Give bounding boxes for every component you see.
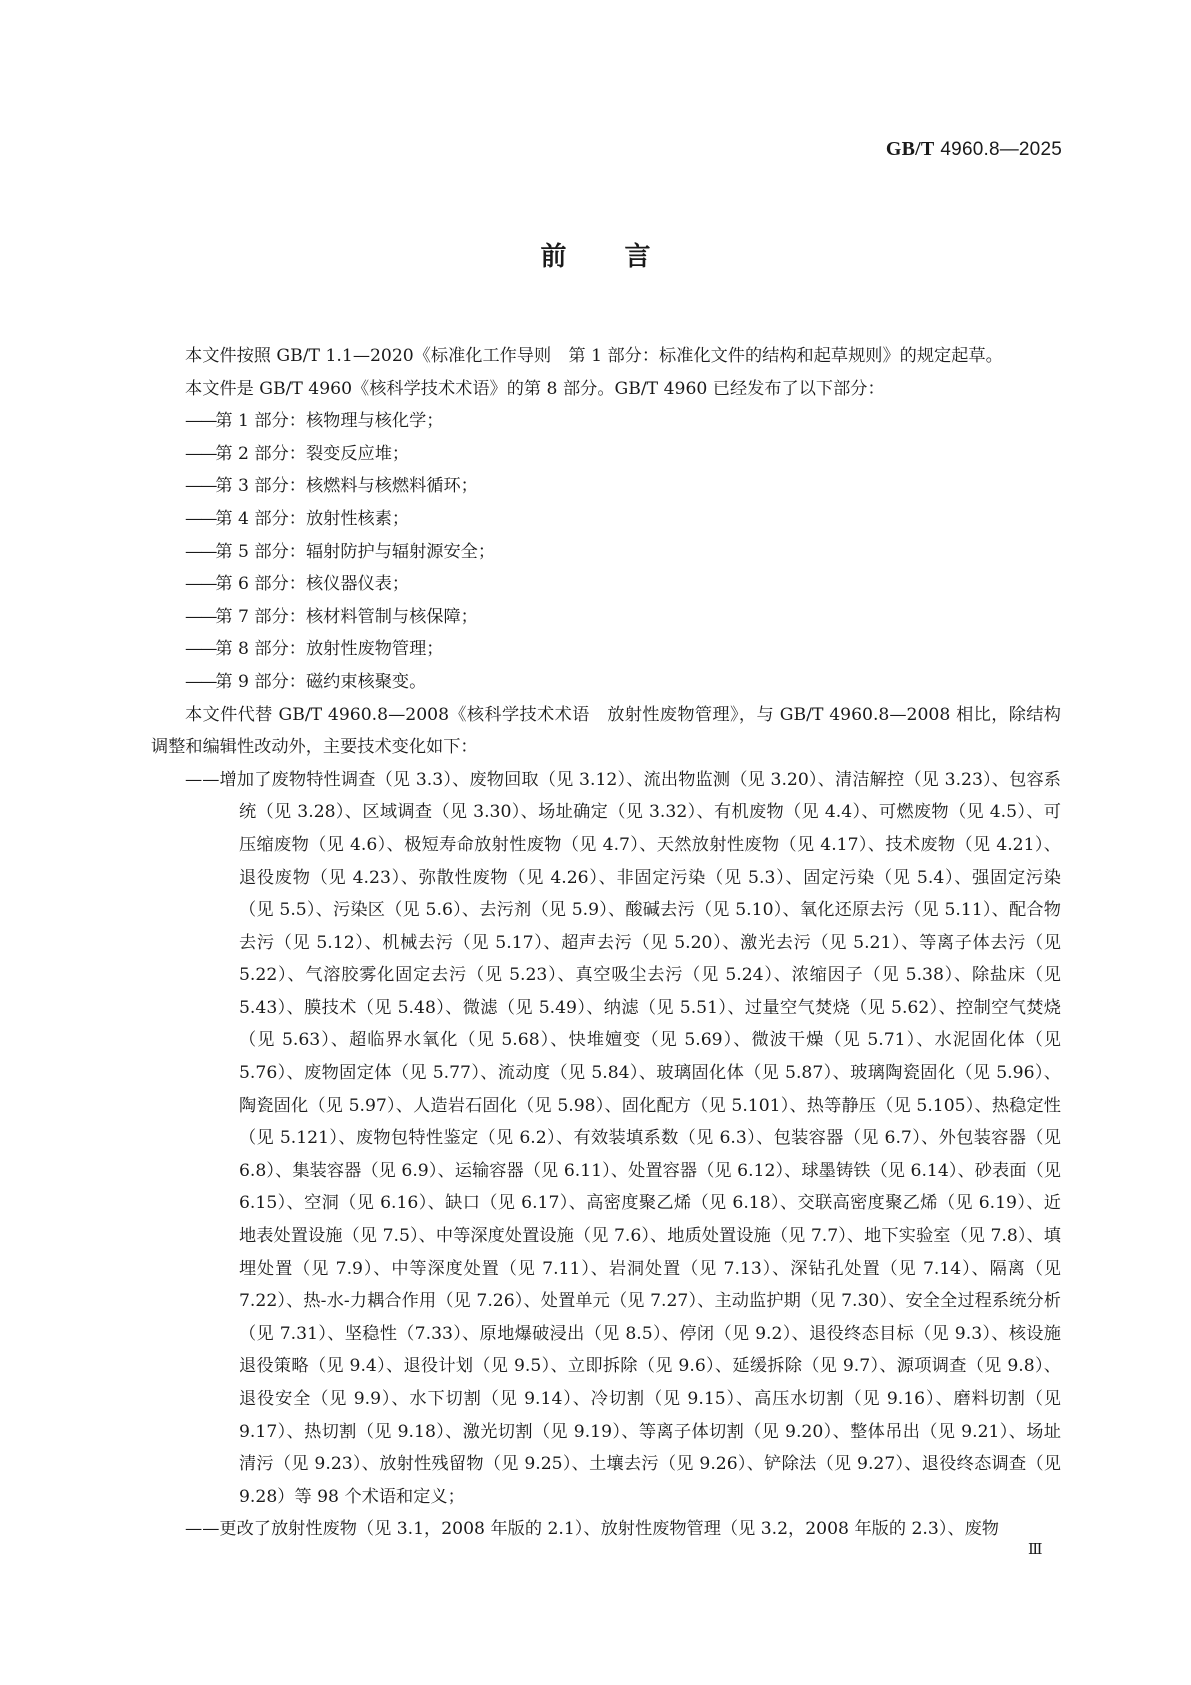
document-body <box>151 340 1061 1546</box>
list-item: ——第 1 部分：核物理与核化学； <box>185 411 444 432</box>
list-item: ——第 6 部分：核仪器仪表； <box>185 574 410 595</box>
list-item: ——第 5 部分：辐射防护与辐射源安全； <box>185 541 496 562</box>
list-item: ——第 3 部分：核燃料与核燃料循环； <box>185 476 478 497</box>
paragraph-series-intro: 本文件是 GB/T 4960《核科学技术术语》的第 8 部分。GB/T 4960 已经发布了以下部分： <box>185 378 885 399</box>
paragraph-drafting-rules: 本文件按照 GB/T 1.1—2020《标准化工作导则 第 1 部分：标准化文件的结构和起草规则》的规定起草。 <box>185 346 1003 366</box>
list-item: ——增加了废物特性调查（见 3.3）、废物回取（见 3.12）、流出物监测（见 3.20）、清洁解控（见 3.23）、包容系统（见 3.28）、区域调查（见 3.30）、场址确定（见 3.32）、有机废物（见 4.4）、可燃废物（见 4.5）、可压缩废物（见 4.6）、极短寿命放射性废物（见 4.7）、天然放射性废物（见 4.17）、技术废物（见 4.21）、退役废物（见 4.23）、弥散性废物（见 4.26）、非固定污染（见 5.3）、固定污染（见 5.4）、强固定污染（见 5.5）、污染区（见 5.6）、去污剂（见 5.9）、酸碱去污（见 5.10）、氧化还原去污（见 5.11）、配合物去污（见 5.12）、机械去污（见 5.17）、超声去污（见 5.20）、激光去污（见 5.21）、等离子体去污（见 5.22）、气溶胶雾化固定去污（见 5.23）、真空吸尘去污（见 5.24）、浓缩因子（见 5.38）、除盐床（见 5.43）、膜技术（见 5.48）、微滤（见 5.49）、纳滤（见 5.51）、过量空气焚烧（见 5.62）、控制空气焚烧（见 5.63）、超临界水氧化（见 5.68）、快堆嬗变（见 5.69）、微波干燥（见 5.71）、水泥固化体（见 5.76）、废物固定体（见 5.77）、流动度（见 5.84）、玻璃固化体（见 5.87）、玻璃陶瓷固化（见 5.96）、陶瓷固化（见 5.97）、人造岩石固化（见 5.98）、固化配方（见 5.101）、热等静压（见 5.105）、热稳定性（见 5.121）、废物包特性鉴定（见 6.2）、有效装填系数（见 6.3）、包装容器（见 6.7）、外包装容器（见 6.8）、集装容器（见 6.9）、运输容器（见 6.11）、处置容器（见 6.12）、球墨铸铁（见 6.14）、砂表面（见 6.15）、空洞（见 6.16）、缺口（见 6.17）、高密度聚乙烯（见 6.18）、交联高密度聚乙烯（见 6.19）、近地表处置设施（见 7.5）、中等深度处置设施（见 7.6）、地质处置设施（见 7.7）、地下实验室（见 7.8）、填埋处置（见 7.9）、中等深度处置（见 7.11）、岩洞处置（见 7.13）、深钻孔处置（见 7.14）、隔离（见 7.22）、热-水-力耦合作用（见 7.26）、处置单元（见 7.27）、主动监护期（见 7.30）、安全全过程系统分析（见 7.31）、坚稳性（7.33）、原地爆破浸出（见 8.5）、停闭（见 9.2）、退役终态目标（见 9.3）、核设施退役策略（见 9.4）、退役计划（见 9.5）、立即拆除（见 9.6）、延缓拆除（见 9.7）、源项调查（见 9.8）、退役安全（见 9.9）、水下切割（见 9.14）、冷切割（见 9.15）、高压水切割（见 9.16）、磨料切割（见 9.17）、热切割（见 9.18）、激光切割（见 9.19）、等离子体切割（见 9.20）、整体吊出（见 9.21）、场址清污（见 9.23）、放射性残留物（见 9.25）、土壤去污（见 9.26）、铲除法（见 9.27）、退役终态调查（见 9.28）等 98 个术语和定义； <box>185 769 1061 1507</box>
parts-list <box>151 405 1061 698</box>
list-item: ——第 7 部分：核材料管制与核保障； <box>185 606 478 627</box>
list-item: ——第 9 部分：磁约束核聚变。 <box>185 671 427 692</box>
standard-code: 4960.8—2025 <box>940 139 1062 160</box>
standard-prefix: GB/T <box>885 138 935 160</box>
changes-list <box>151 764 1061 1546</box>
paragraph-replacement: 本文件代替 GB/T 4960.8—2008《核科学技术术语 放射性废物管理》，与 GB/T 4960.8—2008 相比，除结构调整和编辑性改动外，主要技术变化如下： <box>151 704 1061 758</box>
page-number: Ⅲ <box>1028 1540 1043 1558</box>
list-item: ——更改了放射性废物（见 3.1，2008 年版的 2.1）、放射性废物管理（见 3.2，2008 年版的 2.3）、废物 <box>185 1519 999 1540</box>
list-item: ——第 2 部分：裂变反应堆； <box>185 443 410 464</box>
list-item: ——第 4 部分：放射性核素； <box>185 508 410 529</box>
page-title: 前言 <box>540 242 709 272</box>
list-item: ——第 8 部分：放射性废物管理； <box>185 639 444 660</box>
standard-number <box>886 138 1062 161</box>
